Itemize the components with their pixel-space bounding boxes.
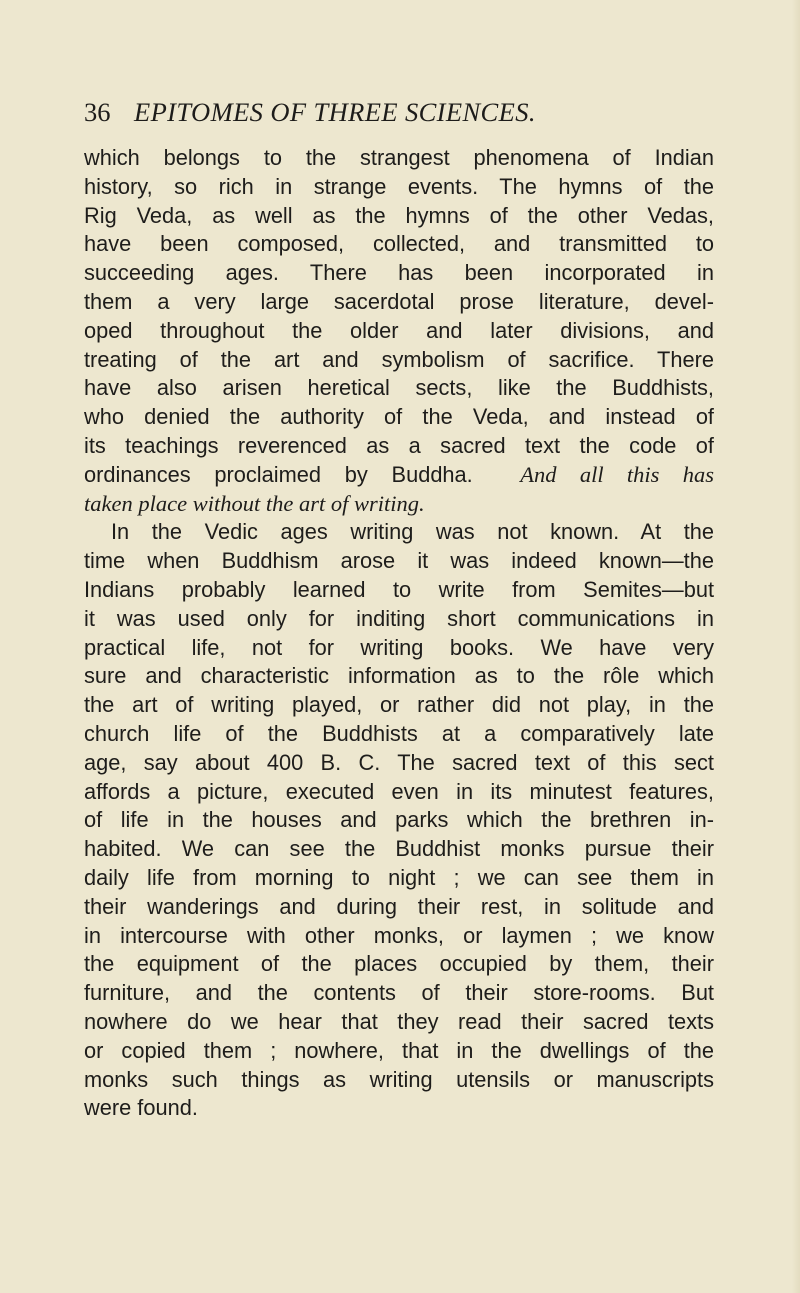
text-line: Indians probably learned to write from Semites—but xyxy=(84,576,714,602)
text-line: monks such things as writing utensils or manuscripts xyxy=(84,1066,714,1092)
text-line: practical life, not for writing books. We have very xyxy=(84,634,714,660)
text-line: or copied them ; nowhere, that in the dwellings of the xyxy=(84,1037,714,1063)
text-line: them a very large sacerdotal prose literature, devel- xyxy=(84,288,714,314)
text-line: their wanderings and during their rest, in solitude and xyxy=(84,893,714,919)
text-line: furniture, and the contents of their store-rooms. But xyxy=(84,980,714,1006)
text-line-mixed xyxy=(84,461,714,490)
italic-segment: And all this has xyxy=(520,461,714,487)
text-line: In the Vedic ages writing was not known. At the xyxy=(111,519,714,545)
text-line: the art of writing played, or rather did not play, in the xyxy=(84,692,714,718)
text-line: church life of the Buddhists at a comparatively late xyxy=(84,720,714,746)
page-number: 36 xyxy=(84,97,111,127)
text-line: were found. xyxy=(84,1095,198,1121)
text-line: have also arisen heretical sects, like the Buddhists, xyxy=(84,375,714,401)
text-line: the equipment of the places occupied by them, their xyxy=(84,951,714,977)
text-line: succeeding ages. There has been incorporated in xyxy=(84,260,714,286)
text-line: nowhere do we hear that they read their sacred texts xyxy=(84,1008,714,1034)
text-segment: ordinances proclaimed by Buddha. xyxy=(84,461,473,487)
text-line-italic xyxy=(84,490,714,519)
text-line: have been composed, collected, and transmitted to xyxy=(84,231,714,257)
page-edge-shadow xyxy=(792,0,800,1293)
text-line: it was used only for inditing short communications in xyxy=(84,605,714,631)
running-title: EPITOMES OF THREE SCIENCES. xyxy=(134,97,536,127)
text-line: of life in the houses and parks which the brethren in- xyxy=(84,807,714,833)
text-line: habited. We can see the Buddhist monks pursue their xyxy=(84,836,714,862)
text-line: sure and characteristic information as to the rôle which xyxy=(84,663,714,689)
text-line: oped throughout the older and later divisions, and xyxy=(84,317,714,343)
text-line: treating of the art and symbolism of sacrifice. There xyxy=(84,346,714,372)
text-line: Rig Veda, as well as the hymns of the other Vedas, xyxy=(84,202,714,228)
text-line: its teachings reverenced as a sacred text the code of xyxy=(84,432,714,458)
text-line: affords a picture, executed even in its minutest features, xyxy=(84,778,714,804)
text-line: age, say about 400 B. C. The sacred text of this sect xyxy=(84,749,714,775)
text-line: who denied the authority of the Veda, and instead of xyxy=(84,404,714,430)
body-text xyxy=(84,144,714,1123)
italic-segment: taken place without the art of writing. xyxy=(84,490,425,516)
text-line: in intercourse with other monks, or laymen ; we know xyxy=(84,922,714,948)
page-header xyxy=(84,94,724,130)
text-line: which belongs to the strangest phenomena of Indian xyxy=(84,145,714,170)
text-line: daily life from morning to night ; we can see them in xyxy=(84,864,714,890)
text-line: time when Buddhism arose it was indeed known—the xyxy=(84,548,714,574)
text-line: history, so rich in strange events. The hymns of the xyxy=(84,173,714,199)
